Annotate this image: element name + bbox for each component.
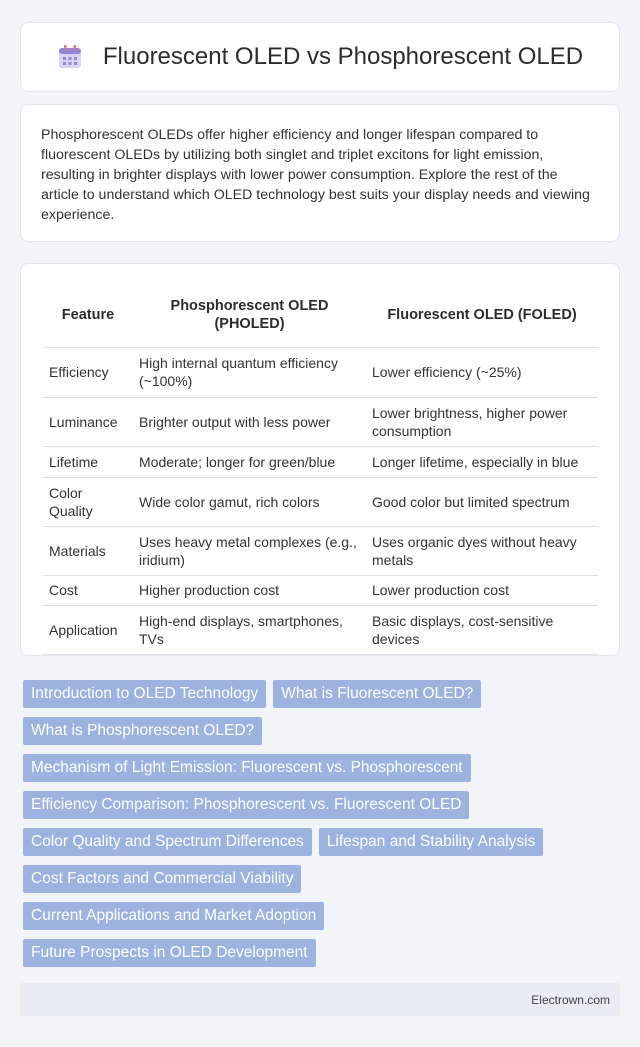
- pholed-cell: Brighter output with less power: [133, 397, 366, 446]
- foled-cell: Longer lifetime, especially in blue: [366, 446, 598, 477]
- tag-efficiency[interactable]: Efficiency Comparison: Phosphorescent vs. Fluorescent OLED: [23, 791, 469, 819]
- column-header-pholed: Phosphorescent OLED (PHOLED): [133, 284, 366, 347]
- table-row: [43, 605, 598, 654]
- comparison-table-card: [20, 263, 620, 656]
- tag-future-prospects[interactable]: Future Prospects in OLED Development: [23, 939, 316, 967]
- tag-row: [23, 754, 603, 782]
- pholed-cell: Moderate; longer for green/blue: [133, 446, 366, 477]
- tag-row: [23, 865, 603, 893]
- tag-lifespan[interactable]: Lifespan and Stability Analysis: [319, 828, 544, 856]
- intro-card: [20, 104, 620, 242]
- tag-what-is-phosphorescent[interactable]: What is Phosphorescent OLED?: [23, 717, 262, 745]
- table-row: [43, 526, 598, 575]
- feature-cell: Color Quality: [43, 477, 133, 526]
- tag-row: [23, 680, 603, 708]
- pholed-cell: Wide color gamut, rich colors: [133, 477, 366, 526]
- table-header-row: [43, 284, 598, 347]
- topic-tags: [23, 680, 603, 976]
- footer: [20, 983, 620, 1016]
- pholed-cell: High internal quantum efficiency (~100%): [133, 347, 366, 397]
- tag-what-is-fluorescent[interactable]: What is Fluorescent OLED?: [273, 680, 481, 708]
- tag-color-quality[interactable]: Color Quality and Spectrum Differences: [23, 828, 312, 856]
- feature-cell: Cost: [43, 575, 133, 605]
- intro-text: Phosphorescent OLEDs offer higher efficiency and longer lifespan compared to fluorescent OLEDs by utilizing both singlet and triplet excitons for light emission, resulting in brighter displays with lower power consumption. Explore the rest of the article to understand which OLED technology best suits your display needs and viewing experience.: [41, 127, 590, 223]
- foled-cell: Uses organic dyes without heavy metals: [366, 526, 598, 575]
- feature-cell: Luminance: [43, 397, 133, 446]
- column-header-foled: Fluorescent OLED (FOLED): [366, 284, 598, 347]
- foled-cell: Good color but limited spectrum: [366, 477, 598, 526]
- feature-cell: Efficiency: [43, 347, 133, 397]
- table-row: [43, 477, 598, 526]
- footer-brand[interactable]: Electrown.com: [531, 992, 610, 1007]
- feature-cell: Application: [43, 605, 133, 654]
- foled-cell: Basic displays, cost-sensitive devices: [366, 605, 598, 654]
- feature-cell: Lifetime: [43, 446, 133, 477]
- foled-cell: Lower efficiency (~25%): [366, 347, 598, 397]
- header-card: [20, 22, 620, 92]
- pholed-cell: High-end displays, smartphones, TVs: [133, 605, 366, 654]
- tag-row: [23, 828, 603, 856]
- tag-row: [23, 791, 603, 819]
- pholed-cell: Uses heavy metal complexes (e.g., iridium): [133, 526, 366, 575]
- table-row: [43, 347, 598, 397]
- table-row: [43, 397, 598, 446]
- feature-cell: Materials: [43, 526, 133, 575]
- tag-mechanism[interactable]: Mechanism of Light Emission: Fluorescent vs. Phosphorescent: [23, 754, 471, 782]
- foled-cell: Lower production cost: [366, 575, 598, 605]
- table-row: [43, 575, 598, 605]
- tag-intro-oled[interactable]: Introduction to OLED Technology: [23, 680, 266, 708]
- tag-row: [23, 902, 603, 930]
- comparison-table: [43, 284, 598, 655]
- tag-row: [23, 717, 603, 745]
- table-row: [43, 446, 598, 477]
- foled-cell: Lower brightness, higher power consumption: [366, 397, 598, 446]
- tag-applications[interactable]: Current Applications and Market Adoption: [23, 902, 324, 930]
- tag-row: [23, 939, 603, 967]
- calendar-grid-icon: [57, 44, 83, 70]
- page-title: Fluorescent OLED vs Phosphorescent OLED: [102, 43, 584, 70]
- column-header-feature: Feature: [43, 284, 133, 347]
- tag-cost-factors[interactable]: Cost Factors and Commercial Viability: [23, 865, 301, 893]
- pholed-cell: Higher production cost: [133, 575, 366, 605]
